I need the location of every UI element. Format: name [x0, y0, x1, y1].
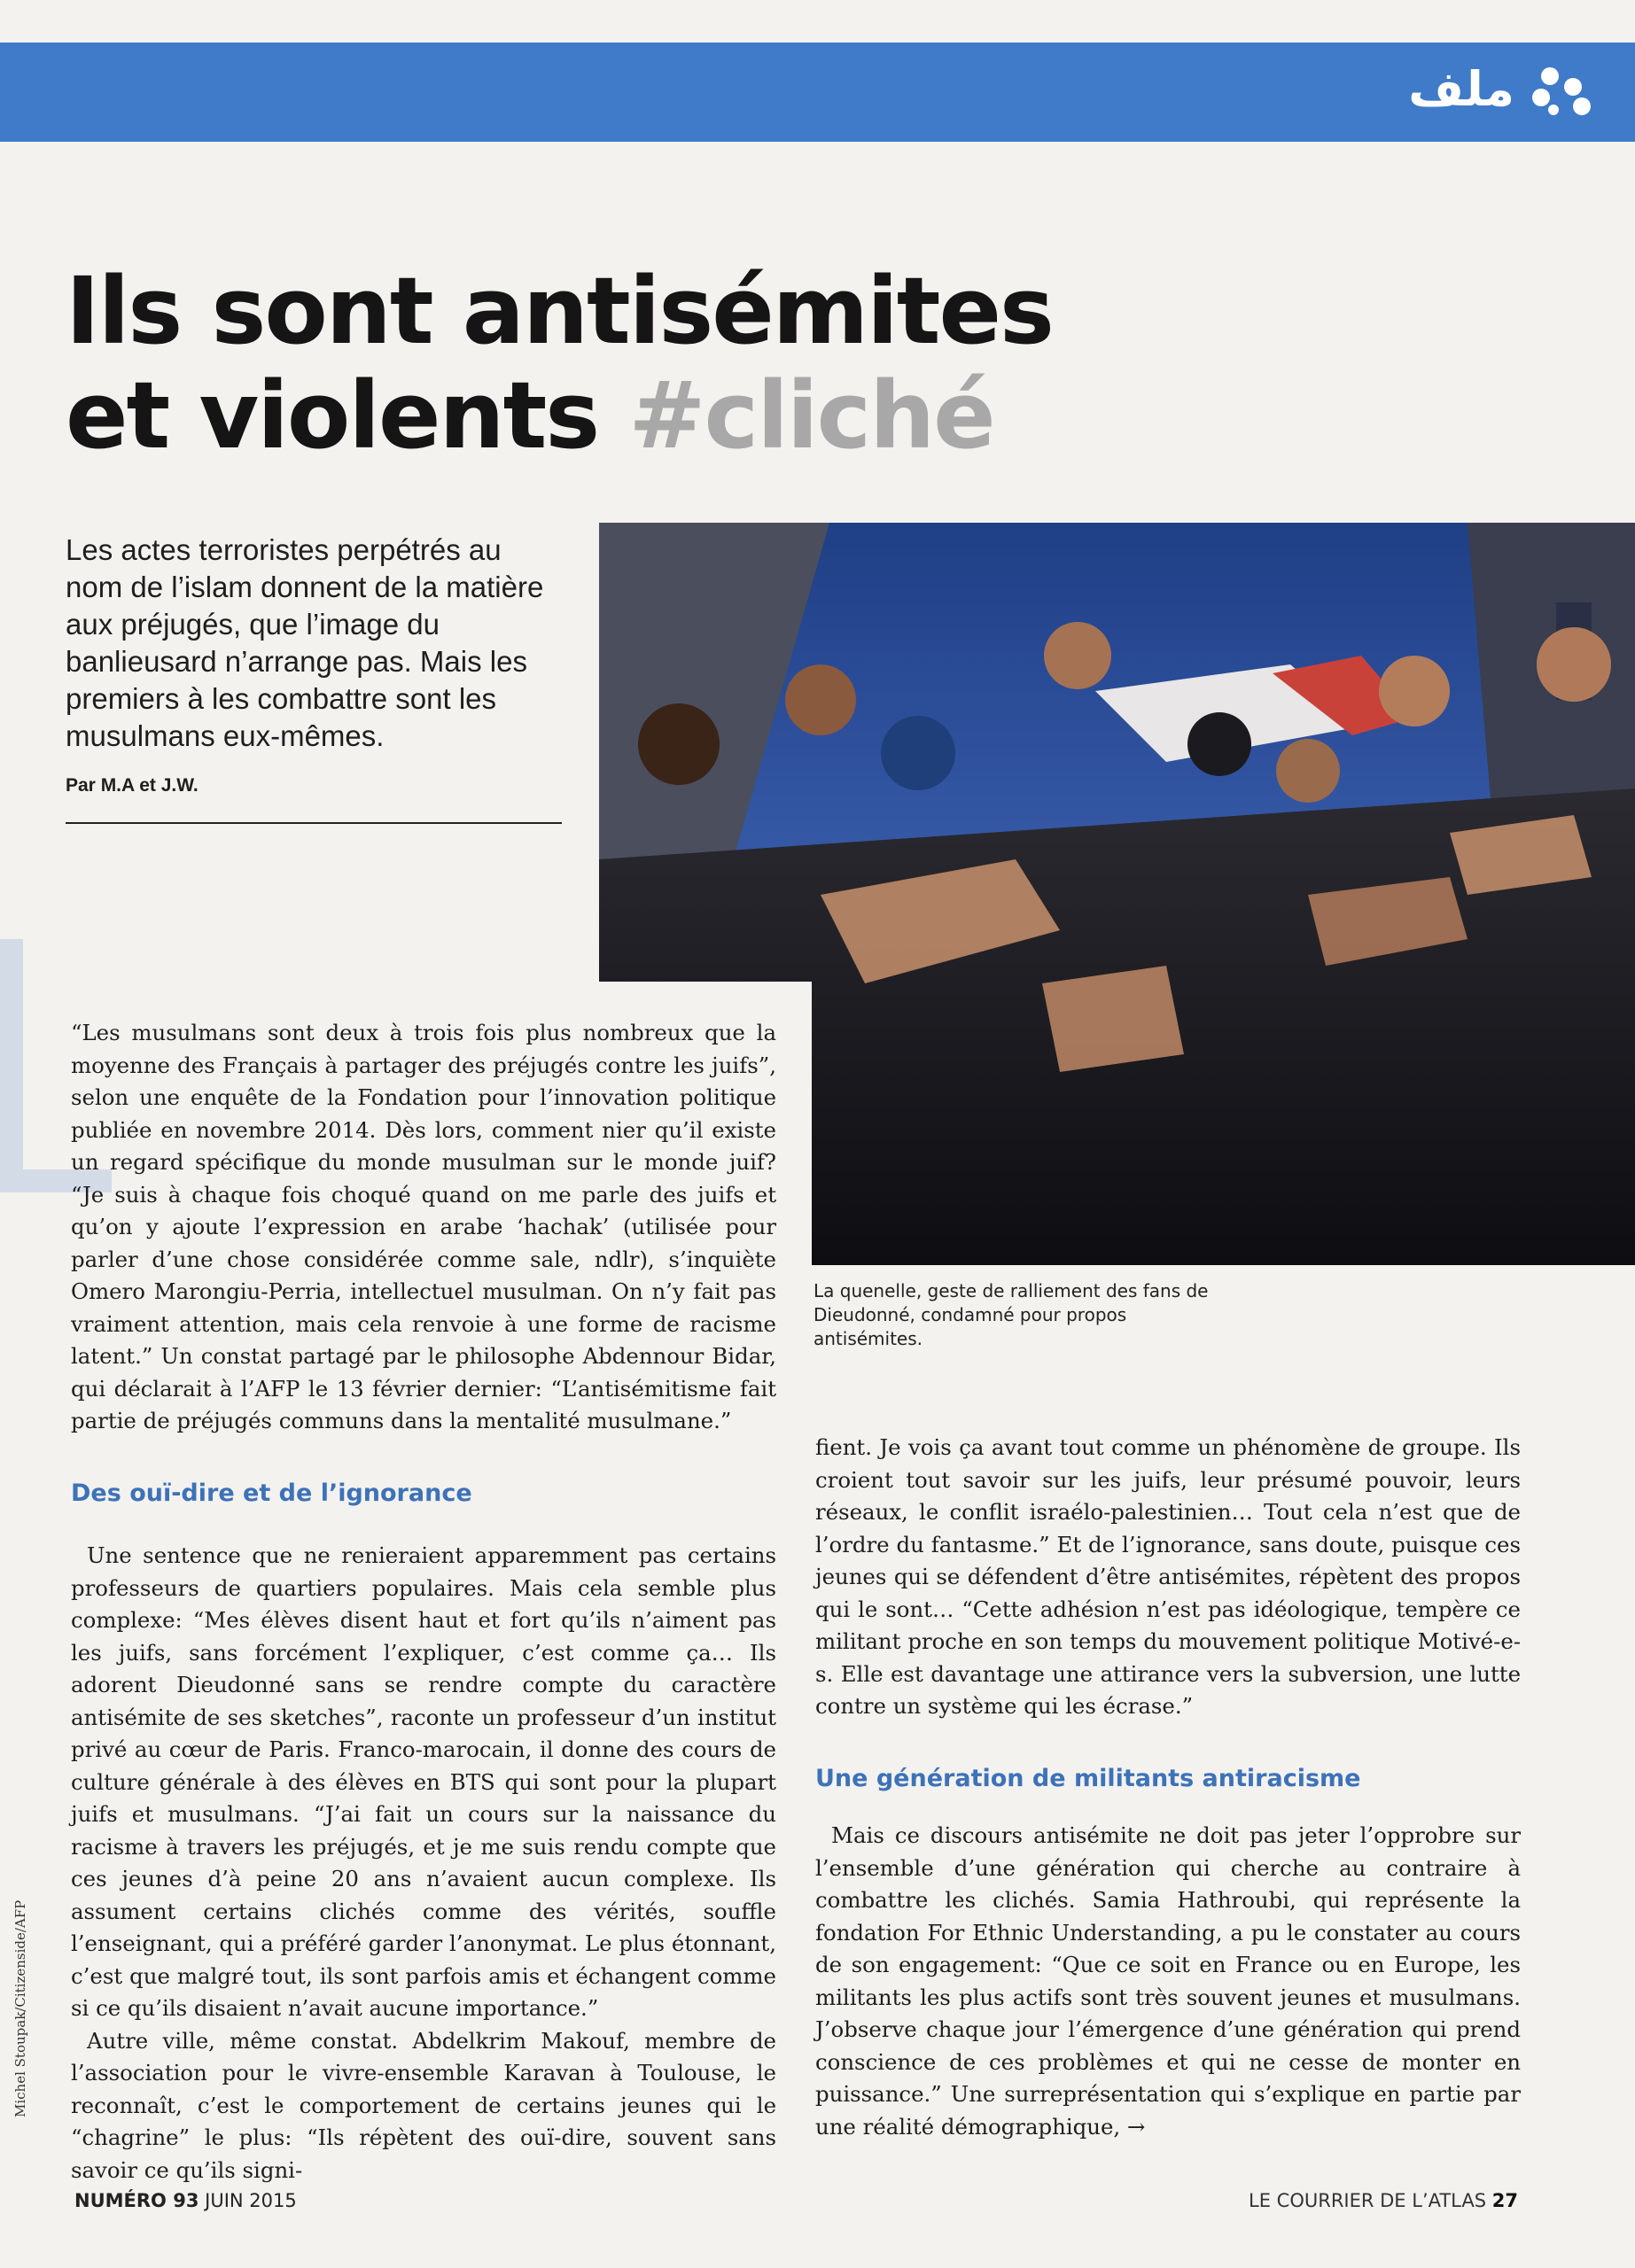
- paragraph-continued: fient. Je vois ça avant tout comme un phénomène de groupe. Ils croient tout savoir sur les juifs, leur présumé pouvoir, leurs réseaux, le conflit israélo-palestinien… Tout cela n’est que de l’ordre du fantasme.” Et de l’ignorance, sans doute, puisque ces jeunes qui se défendent d’être antisémites, répètent des propos qui le sont… “Cette adhésion n’est pas idéologique, tempère ce militant proche en son temps du mouvement politique Motivé-e-s. Elle est davantage une attirance vers la subversion, une lutte contre un système qui les écrase.”: [815, 1434, 1521, 1719]
- issue-info: [74, 2190, 297, 2211]
- byline-divider: [66, 822, 562, 824]
- section-banner: [0, 43, 1635, 142]
- column-2-body: [815, 1820, 1521, 2143]
- issue-number: NUMÉRO 93: [74, 2190, 199, 2211]
- title-hashtag: #cliché: [628, 361, 994, 470]
- title-line-2: et violents: [66, 361, 599, 470]
- column-2-top: [815, 1432, 1521, 1723]
- paragraph-generation: Mais ce discours antisémite ne doit pas jeter l’opprobre sur l’ensemble d’une génération qui cherche au contraire à combattre les clichés. Samia Hathroubi, qui représente la fondation For Ethnic Understanding, a pu le constater au cours de son engagement: “Que ce soit en France ou en Europe, les militants les plus actifs sont très souvent jeunes et musulmans. J’observe chaque jour l’émergence d’une génération qui prend conscience de ces problèmes et qui ne cesse de monter en puissance.” Une surreprésentation qui s’explique en partie par une réalité démographique, →: [815, 1822, 1521, 2140]
- photo-caption: La quenelle, geste de ralliement des fans de Dieudonné, condamné pour propos antisémites.: [814, 1280, 1209, 1349]
- dots-logo-icon: [1532, 67, 1594, 120]
- subhead-ignorance: Des ouï-dire et de l’ignorance: [71, 1480, 472, 1507]
- paragraph-toulouse: Autre ville, même constat. Abdelkrim Makouf, membre de l’association pour le vivre-ensemble Karavan à Toulouse, le reconnaît, c’est le comportement de certains jeunes qui le “chagrine” le plus: “Ils répètent des ouï-dire, souvent sans savoir ce qu’ils signi-: [71, 2027, 776, 2183]
- section-label: ملف: [1408, 61, 1514, 117]
- issue-date: JUIN 2015: [205, 2190, 297, 2211]
- article-title: [66, 259, 1053, 468]
- column-1-intro: [71, 1017, 776, 1438]
- title-line-1: Ils sont antisémites: [66, 257, 1053, 365]
- paragraph-teachers: Une sentence que ne renieraient apparemment pas certains professeurs de quartiers populaires. Mais cela semble plus complexe: “Mes élèves disent haut et fort qu’ils n’aiment pas les juifs, sans forcément l’expliquer, c’est comme ça… Ils adorent Dieudonné sans se rendre compte du caractère antisémite de ses sketches”, raconte un professeur d’un institut privé au cœur de Paris. Franco-marocain, il donne des cours de culture générale à des élèves en BTS qui sont pour la plupart juifs et musulmans. “J’ai fait un cours sur la naissance du racisme à travers les préjugés, et je me suis rendu compte que ces jeunes d’à peine 20 ans n’avaient aucun complexe. Ils assument certains clichés comme des vérités, souffle l’enseignant, qui a préféré garder l’anonymat. Le plus étonnant, c’est que malgré tout, ils sont parfois amis et échangent comme si ce qu’ils disaient n’avait aucune importance.”: [71, 1542, 776, 2021]
- column-1-body: [71, 1540, 776, 2186]
- photo-credit: Michel Stoupak/Citizenside/AFP: [12, 1899, 28, 2117]
- byline: Par M.A et J.W.: [66, 775, 199, 796]
- article-lead: Les actes terroristes perpétrés au nom de l’islam donnent de la matière aux préjugés, que l’image du banlieusard n’arrange pas. Mais les premiers à les combattre sont les musulmans eux-mêmes.: [66, 533, 544, 752]
- paragraph-intro: “Les musulmans sont deux à trois fois plus nombreux que la moyenne des Français à partager des préjugés contre les juifs”, selon une enquête de la Fondation pour l’innovation politique publiée en novembre 2014. Dès lors, comment nier qu’il existe un regard spécifique du monde musulman sur le monde juif? “Je suis à chaque fois choqué quand on me parle des juifs et qu’on y ajoute l’expression en arabe ‘hachak’ (utilisée pour parler d’une chose considérée comme sale, ndlr), s’inquiète Omero Marongiu-Perria, intellectuel musulman. On n’y fait pas vraiment attention, mais cela renvoie à une forme de racisme latent.” Un constat partagé par le philosophe Abdennour Bidar, qui déclarait à l’AFP le 13 février dernier: “L’antisémitisme fait partie de préjugés communs dans la mentalité musulmane.”: [71, 1020, 776, 1433]
- magazine-footer: [1249, 2190, 1518, 2211]
- magazine-name: LE COURRIER DE L’ATLAS: [1249, 2190, 1487, 2211]
- subhead-generation: Une génération de militants antiracisme: [815, 1765, 1361, 1792]
- page-number: 27: [1491, 2190, 1518, 2211]
